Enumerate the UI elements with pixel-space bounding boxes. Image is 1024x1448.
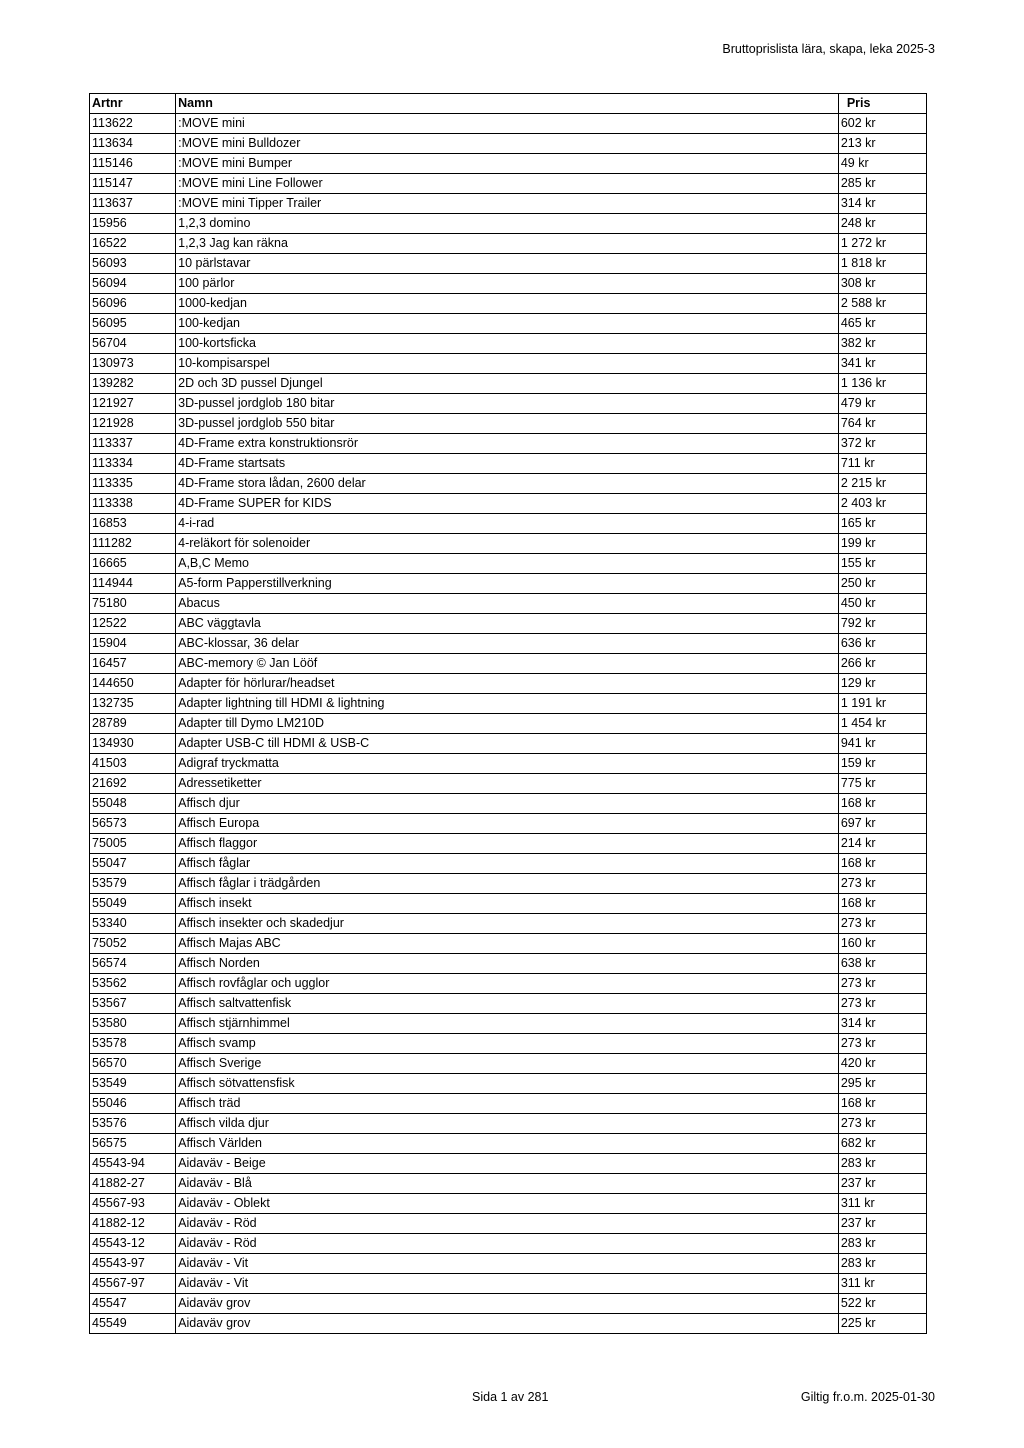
cell-name: 1,2,3 domino: [176, 214, 839, 234]
cell-name: Affisch fåglar i trädgården: [176, 874, 839, 894]
cell-name: Affisch Världen: [176, 1134, 839, 1154]
table-row: [90, 274, 927, 294]
column-header-artnr: Artnr: [90, 94, 176, 114]
cell-name: Affisch Europa: [176, 814, 839, 834]
cell-price: 682 kr: [838, 1134, 926, 1154]
cell-price: 273 kr: [838, 914, 926, 934]
cell-price: 213 kr: [838, 134, 926, 154]
cell-name: 100 pärlor: [176, 274, 839, 294]
cell-name: :MOVE mini Bulldozer: [176, 134, 839, 154]
table-row: [90, 854, 927, 874]
cell-name: Aidaväv - Beige: [176, 1154, 839, 1174]
cell-price: 311 kr: [838, 1194, 926, 1214]
cell-name: ABC-klossar, 36 delar: [176, 634, 839, 654]
cell-name: 10-kompisarspel: [176, 354, 839, 374]
cell-artnr: 75180: [90, 594, 176, 614]
table-row: [90, 1314, 927, 1334]
cell-artnr: 56570: [90, 1054, 176, 1074]
table-row: [90, 1074, 927, 1094]
cell-name: Abacus: [176, 594, 839, 614]
cell-artnr: 53580: [90, 1014, 176, 1034]
cell-name: 1000-kedjan: [176, 294, 839, 314]
cell-artnr: 15904: [90, 634, 176, 654]
cell-price: 1 272 kr: [838, 234, 926, 254]
cell-name: Affisch Sverige: [176, 1054, 839, 1074]
cell-artnr: 53549: [90, 1074, 176, 1094]
cell-artnr: 111282: [90, 534, 176, 554]
cell-name: 100-kedjan: [176, 314, 839, 334]
table-row: [90, 174, 927, 194]
cell-name: Affisch Norden: [176, 954, 839, 974]
cell-name: ABC-memory © Jan Lööf: [176, 654, 839, 674]
cell-name: Affisch Majas ABC: [176, 934, 839, 954]
cell-artnr: 41882-12: [90, 1214, 176, 1234]
cell-artnr: 45567-97: [90, 1274, 176, 1294]
cell-price: 273 kr: [838, 1114, 926, 1134]
cell-price: 308 kr: [838, 274, 926, 294]
cell-price: 1 191 kr: [838, 694, 926, 714]
table-row: [90, 694, 927, 714]
cell-artnr: 134930: [90, 734, 176, 754]
table-row: [90, 294, 927, 314]
cell-price: 941 kr: [838, 734, 926, 754]
cell-artnr: 45543-12: [90, 1234, 176, 1254]
table-row: [90, 1174, 927, 1194]
cell-name: Aidaväv grov: [176, 1294, 839, 1314]
cell-price: 250 kr: [838, 574, 926, 594]
table-row: [90, 414, 927, 434]
cell-name: 4-i-rad: [176, 514, 839, 534]
cell-name: Adapter USB-C till HDMI & USB-C: [176, 734, 839, 754]
cell-price: 168 kr: [838, 794, 926, 814]
cell-artnr: 12522: [90, 614, 176, 634]
cell-price: 1 818 kr: [838, 254, 926, 274]
table-row: [90, 334, 927, 354]
cell-name: Affisch insekt: [176, 894, 839, 914]
table-row: [90, 974, 927, 994]
cell-artnr: 56093: [90, 254, 176, 274]
cell-name: Aidaväv - Blå: [176, 1174, 839, 1194]
table-row: [90, 1194, 927, 1214]
cell-name: A5-form Papperstillverkning: [176, 574, 839, 594]
cell-name: Affisch insekter och skadedjur: [176, 914, 839, 934]
table-row: [90, 1254, 927, 1274]
table-row: [90, 1134, 927, 1154]
cell-artnr: 130973: [90, 354, 176, 374]
valid-from-date: Giltig fr.o.m. 2025-01-30: [800, 1390, 935, 1404]
cell-artnr: 132735: [90, 694, 176, 714]
cell-artnr: 28789: [90, 714, 176, 734]
cell-artnr: 114944: [90, 574, 176, 594]
table-row: [90, 1234, 927, 1254]
cell-name: Aidaväv - Vit: [176, 1274, 839, 1294]
table-row: [90, 534, 927, 554]
table-row: [90, 654, 927, 674]
table-row: [90, 114, 927, 134]
cell-name: Affisch djur: [176, 794, 839, 814]
table-row: [90, 734, 927, 754]
cell-name: Adapter till Dymo LM210D: [176, 714, 839, 734]
cell-artnr: 16853: [90, 514, 176, 534]
table-row: [90, 614, 927, 634]
cell-name: :MOVE mini Bumper: [176, 154, 839, 174]
cell-artnr: 75005: [90, 834, 176, 854]
cell-artnr: 53576: [90, 1114, 176, 1134]
cell-price: 314 kr: [838, 1014, 926, 1034]
cell-price: 266 kr: [838, 654, 926, 674]
table-row: [90, 434, 927, 454]
cell-artnr: 55047: [90, 854, 176, 874]
cell-name: Affisch flaggor: [176, 834, 839, 854]
table-row: [90, 674, 927, 694]
cell-name: 4D-Frame startsats: [176, 454, 839, 474]
cell-price: 237 kr: [838, 1174, 926, 1194]
cell-name: Aidaväv - Vit: [176, 1254, 839, 1274]
cell-artnr: 45549: [90, 1314, 176, 1334]
cell-artnr: 15956: [90, 214, 176, 234]
cell-name: Adigraf tryckmatta: [176, 754, 839, 774]
table-row: [90, 1014, 927, 1034]
table-row: [90, 314, 927, 334]
cell-name: 3D-pussel jordglob 180 bitar: [176, 394, 839, 414]
cell-price: 225 kr: [838, 1314, 926, 1334]
cell-artnr: 45543-94: [90, 1154, 176, 1174]
cell-name: Affisch rovfåglar och ugglor: [176, 974, 839, 994]
cell-name: Adapter för hörlurar/headset: [176, 674, 839, 694]
table-row: [90, 754, 927, 774]
cell-artnr: 56096: [90, 294, 176, 314]
table-row: [90, 1274, 927, 1294]
cell-name: Aidaväv - Röd: [176, 1234, 839, 1254]
cell-price: 237 kr: [838, 1214, 926, 1234]
cell-artnr: 144650: [90, 674, 176, 694]
cell-price: 165 kr: [838, 514, 926, 534]
cell-price: 420 kr: [838, 1054, 926, 1074]
table-row: [90, 214, 927, 234]
cell-name: ABC väggtavla: [176, 614, 839, 634]
table-row: [90, 994, 927, 1014]
cell-price: 450 kr: [838, 594, 926, 614]
cell-price: 311 kr: [838, 1274, 926, 1294]
cell-name: :MOVE mini Tipper Trailer: [176, 194, 839, 214]
cell-artnr: 53579: [90, 874, 176, 894]
table-row: [90, 834, 927, 854]
cell-name: 4D-Frame SUPER for KIDS: [176, 494, 839, 514]
cell-price: 295 kr: [838, 1074, 926, 1094]
cell-artnr: 45543-97: [90, 1254, 176, 1274]
cell-artnr: 55046: [90, 1094, 176, 1114]
table-row: [90, 1054, 927, 1074]
cell-price: 638 kr: [838, 954, 926, 974]
cell-price: 382 kr: [838, 334, 926, 354]
cell-name: Affisch vilda djur: [176, 1114, 839, 1134]
table-row: [90, 634, 927, 654]
cell-artnr: 55049: [90, 894, 176, 914]
table-row: [90, 154, 927, 174]
cell-name: 3D-pussel jordglob 550 bitar: [176, 414, 839, 434]
cell-artnr: 113334: [90, 454, 176, 474]
cell-price: 711 kr: [838, 454, 926, 474]
cell-artnr: 53340: [90, 914, 176, 934]
cell-artnr: 45547: [90, 1294, 176, 1314]
table-row: [90, 714, 927, 734]
cell-artnr: 53578: [90, 1034, 176, 1054]
cell-artnr: 56704: [90, 334, 176, 354]
cell-price: 285 kr: [838, 174, 926, 194]
cell-price: 155 kr: [838, 554, 926, 574]
table-row: [90, 234, 927, 254]
cell-name: Adressetiketter: [176, 774, 839, 794]
cell-price: 2 403 kr: [838, 494, 926, 514]
cell-artnr: 113338: [90, 494, 176, 514]
cell-price: 602 kr: [838, 114, 926, 134]
table-row: [90, 494, 927, 514]
cell-price: 314 kr: [838, 194, 926, 214]
table-row: [90, 514, 927, 534]
cell-artnr: 113335: [90, 474, 176, 494]
cell-price: 283 kr: [838, 1154, 926, 1174]
cell-price: 248 kr: [838, 214, 926, 234]
table-row: [90, 794, 927, 814]
table-row: [90, 394, 927, 414]
cell-artnr: 21692: [90, 774, 176, 794]
table-row: [90, 254, 927, 274]
cell-name: 10 pärlstavar: [176, 254, 839, 274]
table-row: [90, 1094, 927, 1114]
cell-name: 4D-Frame extra konstruktionsrör: [176, 434, 839, 454]
cell-price: 522 kr: [838, 1294, 926, 1314]
cell-price: 2 588 kr: [838, 294, 926, 314]
table-row: [90, 954, 927, 974]
cell-price: 168 kr: [838, 854, 926, 874]
column-header-name: Namn: [176, 94, 839, 114]
column-header-price: Pris: [838, 94, 926, 114]
table-row: [90, 814, 927, 834]
cell-artnr: 113634: [90, 134, 176, 154]
cell-artnr: 56094: [90, 274, 176, 294]
cell-artnr: 139282: [90, 374, 176, 394]
cell-artnr: 45567-93: [90, 1194, 176, 1214]
cell-name: :MOVE mini: [176, 114, 839, 134]
cell-price: 372 kr: [838, 434, 926, 454]
cell-artnr: 56575: [90, 1134, 176, 1154]
cell-price: 160 kr: [838, 934, 926, 954]
table-row: [90, 134, 927, 154]
cell-name: Affisch stjärnhimmel: [176, 1014, 839, 1034]
cell-price: 273 kr: [838, 1034, 926, 1054]
table-row: [90, 594, 927, 614]
cell-price: 273 kr: [838, 994, 926, 1014]
cell-price: 214 kr: [838, 834, 926, 854]
cell-name: Affisch träd: [176, 1094, 839, 1114]
cell-price: 273 kr: [838, 874, 926, 894]
cell-name: 1,2,3 Jag kan räkna: [176, 234, 839, 254]
cell-artnr: 75052: [90, 934, 176, 954]
cell-name: 100-kortsficka: [176, 334, 839, 354]
cell-price: 1 136 kr: [838, 374, 926, 394]
cell-artnr: 115147: [90, 174, 176, 194]
cell-price: 764 kr: [838, 414, 926, 434]
table-row: [90, 374, 927, 394]
cell-price: 273 kr: [838, 974, 926, 994]
cell-name: Aidaväv - Oblekt: [176, 1194, 839, 1214]
cell-artnr: 41503: [90, 754, 176, 774]
cell-artnr: 56095: [90, 314, 176, 334]
cell-price: 49 kr: [838, 154, 926, 174]
cell-artnr: 53562: [90, 974, 176, 994]
table-row: [90, 474, 927, 494]
cell-price: 775 kr: [838, 774, 926, 794]
cell-name: Aidaväv grov: [176, 1314, 839, 1334]
cell-price: 1 454 kr: [838, 714, 926, 734]
cell-artnr: 56574: [90, 954, 176, 974]
cell-price: 465 kr: [838, 314, 926, 334]
table-row: [90, 914, 927, 934]
cell-name: 4D-Frame stora lådan, 2600 delar: [176, 474, 839, 494]
cell-name: Affisch sötvattensfisk: [176, 1074, 839, 1094]
cell-artnr: 53567: [90, 994, 176, 1014]
document-title: Bruttoprislista lära, skapa, leka 2025-3: [722, 42, 935, 56]
table-row: [90, 894, 927, 914]
table-row: [90, 774, 927, 794]
cell-price: 2 215 kr: [838, 474, 926, 494]
table-row: [90, 1154, 927, 1174]
table-row: [90, 1294, 927, 1314]
cell-artnr: 56573: [90, 814, 176, 834]
cell-price: 479 kr: [838, 394, 926, 414]
cell-artnr: 41882-27: [90, 1174, 176, 1194]
cell-price: 129 kr: [838, 674, 926, 694]
table-body: [90, 114, 927, 1334]
table-row: [90, 454, 927, 474]
cell-artnr: 16522: [90, 234, 176, 254]
cell-name: 2D och 3D pussel Djungel: [176, 374, 839, 394]
cell-price: 168 kr: [838, 1094, 926, 1114]
table-row: [90, 194, 927, 214]
cell-price: 283 kr: [838, 1234, 926, 1254]
cell-price: 792 kr: [838, 614, 926, 634]
table-row: [90, 1114, 927, 1134]
price-table: [89, 93, 927, 1334]
cell-artnr: 121927: [90, 394, 176, 414]
cell-name: Aidaväv - Röd: [176, 1214, 839, 1234]
cell-price: 283 kr: [838, 1254, 926, 1274]
table-row: [90, 574, 927, 594]
table-header-row: [90, 94, 927, 114]
cell-name: Affisch svamp: [176, 1034, 839, 1054]
cell-price: 159 kr: [838, 754, 926, 774]
cell-price: 697 kr: [838, 814, 926, 834]
cell-name: Adapter lightning till HDMI & lightning: [176, 694, 839, 714]
cell-artnr: 113337: [90, 434, 176, 454]
cell-artnr: 121928: [90, 414, 176, 434]
table-row: [90, 354, 927, 374]
cell-price: 341 kr: [838, 354, 926, 374]
cell-price: 636 kr: [838, 634, 926, 654]
cell-name: :MOVE mini Line Follower: [176, 174, 839, 194]
table-row: [90, 554, 927, 574]
cell-name: A,B,C Memo: [176, 554, 839, 574]
page-number: Sida 1 av 281: [472, 1390, 549, 1404]
cell-name: Affisch saltvattenfisk: [176, 994, 839, 1014]
cell-artnr: 113622: [90, 114, 176, 134]
cell-name: Affisch fåglar: [176, 854, 839, 874]
cell-artnr: 16665: [90, 554, 176, 574]
table-row: [90, 1034, 927, 1054]
cell-artnr: 113637: [90, 194, 176, 214]
cell-artnr: 55048: [90, 794, 176, 814]
cell-name: 4-reläkort för solenoider: [176, 534, 839, 554]
table-row: [90, 934, 927, 954]
table-row: [90, 874, 927, 894]
table-row: [90, 1214, 927, 1234]
cell-artnr: 115146: [90, 154, 176, 174]
cell-price: 199 kr: [838, 534, 926, 554]
cell-price: 168 kr: [838, 894, 926, 914]
cell-artnr: 16457: [90, 654, 176, 674]
